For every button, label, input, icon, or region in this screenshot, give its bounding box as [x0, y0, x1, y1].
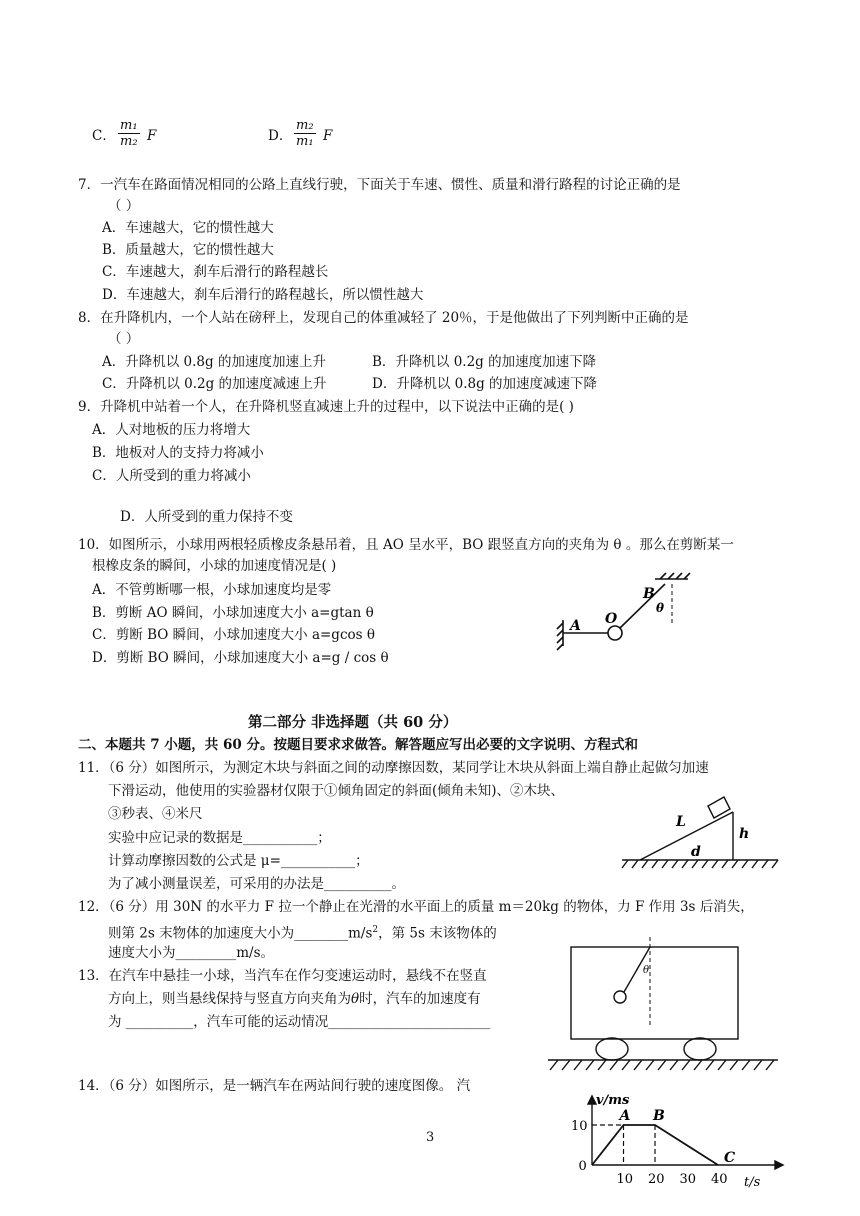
- q10-fig-label-o: O: [605, 611, 618, 627]
- q6-option-d-numerator: m₂: [296, 118, 314, 133]
- q14-stem: 14．（6 分）如图所示，是一辆汽车在两站间行驶的速度图像。 汽: [78, 1078, 471, 1094]
- q11-stem-line2: 下滑运动，他使用的实验器材仅限于①倾角固定的斜面(倾角未知)、②木块、: [108, 783, 565, 799]
- q6-option-c-f: F: [147, 128, 157, 144]
- q7-option-b: B．质量越大，它的惯性越大: [102, 242, 274, 258]
- q7-option-a: A．车速越大，它的惯性越大: [102, 220, 274, 236]
- q9-option-b: B．地板对人的支持力将减小: [92, 445, 264, 461]
- chart-y-tick-label: 10: [571, 1119, 588, 1134]
- q11-fig-label-l: L: [676, 814, 686, 830]
- q11-stem-line3: ③秒表、④米尺: [108, 806, 203, 822]
- q10-stem-line2: 根橡皮条的瞬间，小球的加速度情况是( ): [92, 558, 337, 574]
- q6-option-d-f: F: [323, 128, 333, 144]
- q7-stem-line2: （ ）: [108, 198, 140, 214]
- q6-option-d-denominator: m₁: [296, 134, 314, 149]
- q6-option-d-fraction: [294, 118, 316, 149]
- q6-option-d-label: D．: [268, 128, 293, 144]
- q9-option-c: C．人所受到的重力将减小: [92, 468, 251, 484]
- q13-stem-line3: 为 __________，汽车可能的运动情况________________________: [108, 1014, 491, 1030]
- q6-option-c-denominator: m₂: [120, 134, 138, 149]
- q7-stem-line1: 7．一汽车在路面情况相同的公路上直线行驶，下面关于车速、惯性、质量和滑行路程的讨论正确的是: [78, 177, 681, 193]
- q12-stem-line2b: ，第 5s 末该物体的: [378, 925, 497, 942]
- q10-option-c: C．剪断 BO 瞬间，小球加速度大小 a=gcos θ: [92, 627, 375, 643]
- q6-option-c-label: C．: [92, 128, 116, 144]
- q10-fig-label-b: B: [643, 586, 655, 602]
- q10-fig-label-a: A: [570, 618, 581, 634]
- q11-fig-label-h: h: [739, 826, 750, 842]
- q8-option-d: D．升降机以 0.8g 的加速度减速下降: [372, 376, 598, 392]
- page-number: 3: [426, 1130, 435, 1145]
- chart-y-tick-label: 0: [578, 1159, 587, 1174]
- q13-stem-line2: [108, 989, 481, 1009]
- q8-stem-line1: 8．在升降机内，一个人站在磅秤上，发现自己的体重减轻了 20％，于是他做出了下列判断中正确的是: [78, 310, 689, 326]
- chart-y-axis-label: v/ms: [596, 1093, 630, 1108]
- q12-stem-superscript: 2: [372, 925, 379, 935]
- q7-option-d: D．车速越大，刹车后滑行的路程越长，所以惯性越大: [102, 287, 424, 303]
- q9-stem: 9．升降机中站着一个人，在升降机竖直减速上升的过程中，以下说法中正确的是( ): [78, 399, 574, 415]
- chart-x-tick-label: 30: [679, 1172, 697, 1187]
- chart-point-label: C: [724, 1150, 736, 1166]
- q12-stem-line3: 速度大小为_________m/s。: [108, 945, 275, 961]
- q8-option-b: B．升降机以 0.2g 的加速度加速下降: [372, 354, 597, 370]
- q9-option-a: A．人对地板的压力将增大: [92, 422, 251, 438]
- q8-option-a: A．升降机以 0.8g 的加速度加速上升: [102, 354, 326, 370]
- q7-option-c: C．车速越大，刹车后滑行的路程越长: [102, 264, 329, 280]
- chart-point-label: B: [653, 1108, 665, 1124]
- q12-stem-line1: 12．（6 分）用 30N 的水平力 F 拉一个静止在光滑的水平面上的质量 m＝20kg 的物体，力 F 作用 3s 后消失，: [78, 899, 754, 915]
- q6-option-c-fraction: [118, 118, 140, 149]
- q8-stem-line2: （ ）: [108, 331, 140, 347]
- q11-fig-label-d: d: [691, 844, 701, 860]
- q13-stem-line2b: 时，汽车的加速度有: [359, 991, 481, 1007]
- chart-x-axis-label: t/s: [744, 1175, 761, 1190]
- chart-x-tick-label: 40: [711, 1172, 728, 1187]
- q13-stem-line2a: 方向上，则当悬线保持与竖直方向夹角为: [108, 991, 351, 1007]
- chart-x-tick-label: 20: [648, 1172, 665, 1187]
- q12-stem-line2a: 则第 2s 末物体的加速度大小为________m/s: [108, 925, 373, 942]
- q10-stem-line1: 10．如图所示，小球用两根轻质橡皮条悬吊着，且 AO 呈水平，BO 跟竖直方向的夹角为 θ 。那么在剪断某一: [78, 537, 734, 553]
- q9-option-d: D．人所受到的重力保持不变: [120, 509, 293, 525]
- q11-line-formula: 计算动摩擦因数的公式是 μ=___________；: [108, 853, 369, 869]
- q6-option-c-numerator: m₁: [120, 118, 138, 133]
- q8-option-c: C．升降机以 0.2g 的加速度减速上升: [102, 376, 327, 392]
- q10-option-a: A．不管剪断哪一根，小球加速度均是零: [92, 582, 332, 598]
- q12-stem-line2: [108, 920, 497, 944]
- q13-stem-theta: θ: [351, 991, 360, 1007]
- q13-fig-label-theta: θ: [643, 965, 650, 976]
- part2-title: 第二部分 非选择题（共 60 分）: [248, 714, 458, 731]
- q10-option-d: D．剪断 BO 瞬间，小球加速度大小 a=g / cos θ: [92, 650, 389, 666]
- q11-line-data: 实验中应记录的数据是___________；: [108, 830, 331, 846]
- part2-instructions: 二、本题共 7 小题，共 60 分。按题目要求求做答。解答题应写出必要的文字说明、方程式和: [78, 737, 638, 753]
- q10-option-b: B．剪断 AO 瞬间，小球加速度大小 a=gtan θ: [92, 605, 374, 621]
- q11-line-method: 为了减小测量误差，可采用的办法是__________。: [108, 876, 405, 892]
- q13-stem-line1: 13．在汽车中悬挂一小球，当汽车在作匀变速运动时，悬线不在竖直: [78, 968, 487, 984]
- chart-point-label: A: [619, 1108, 631, 1124]
- chart-series-line: [592, 1125, 718, 1165]
- q10-fig-label-theta: θ: [656, 601, 665, 615]
- chart-x-tick-label: 10: [616, 1172, 634, 1187]
- q11-stem-line1: 11．（6 分）如图所示，为测定木块与斜面之间的动摩擦因数，某同学让木块从斜面上端自静止起做匀加速: [78, 760, 709, 776]
